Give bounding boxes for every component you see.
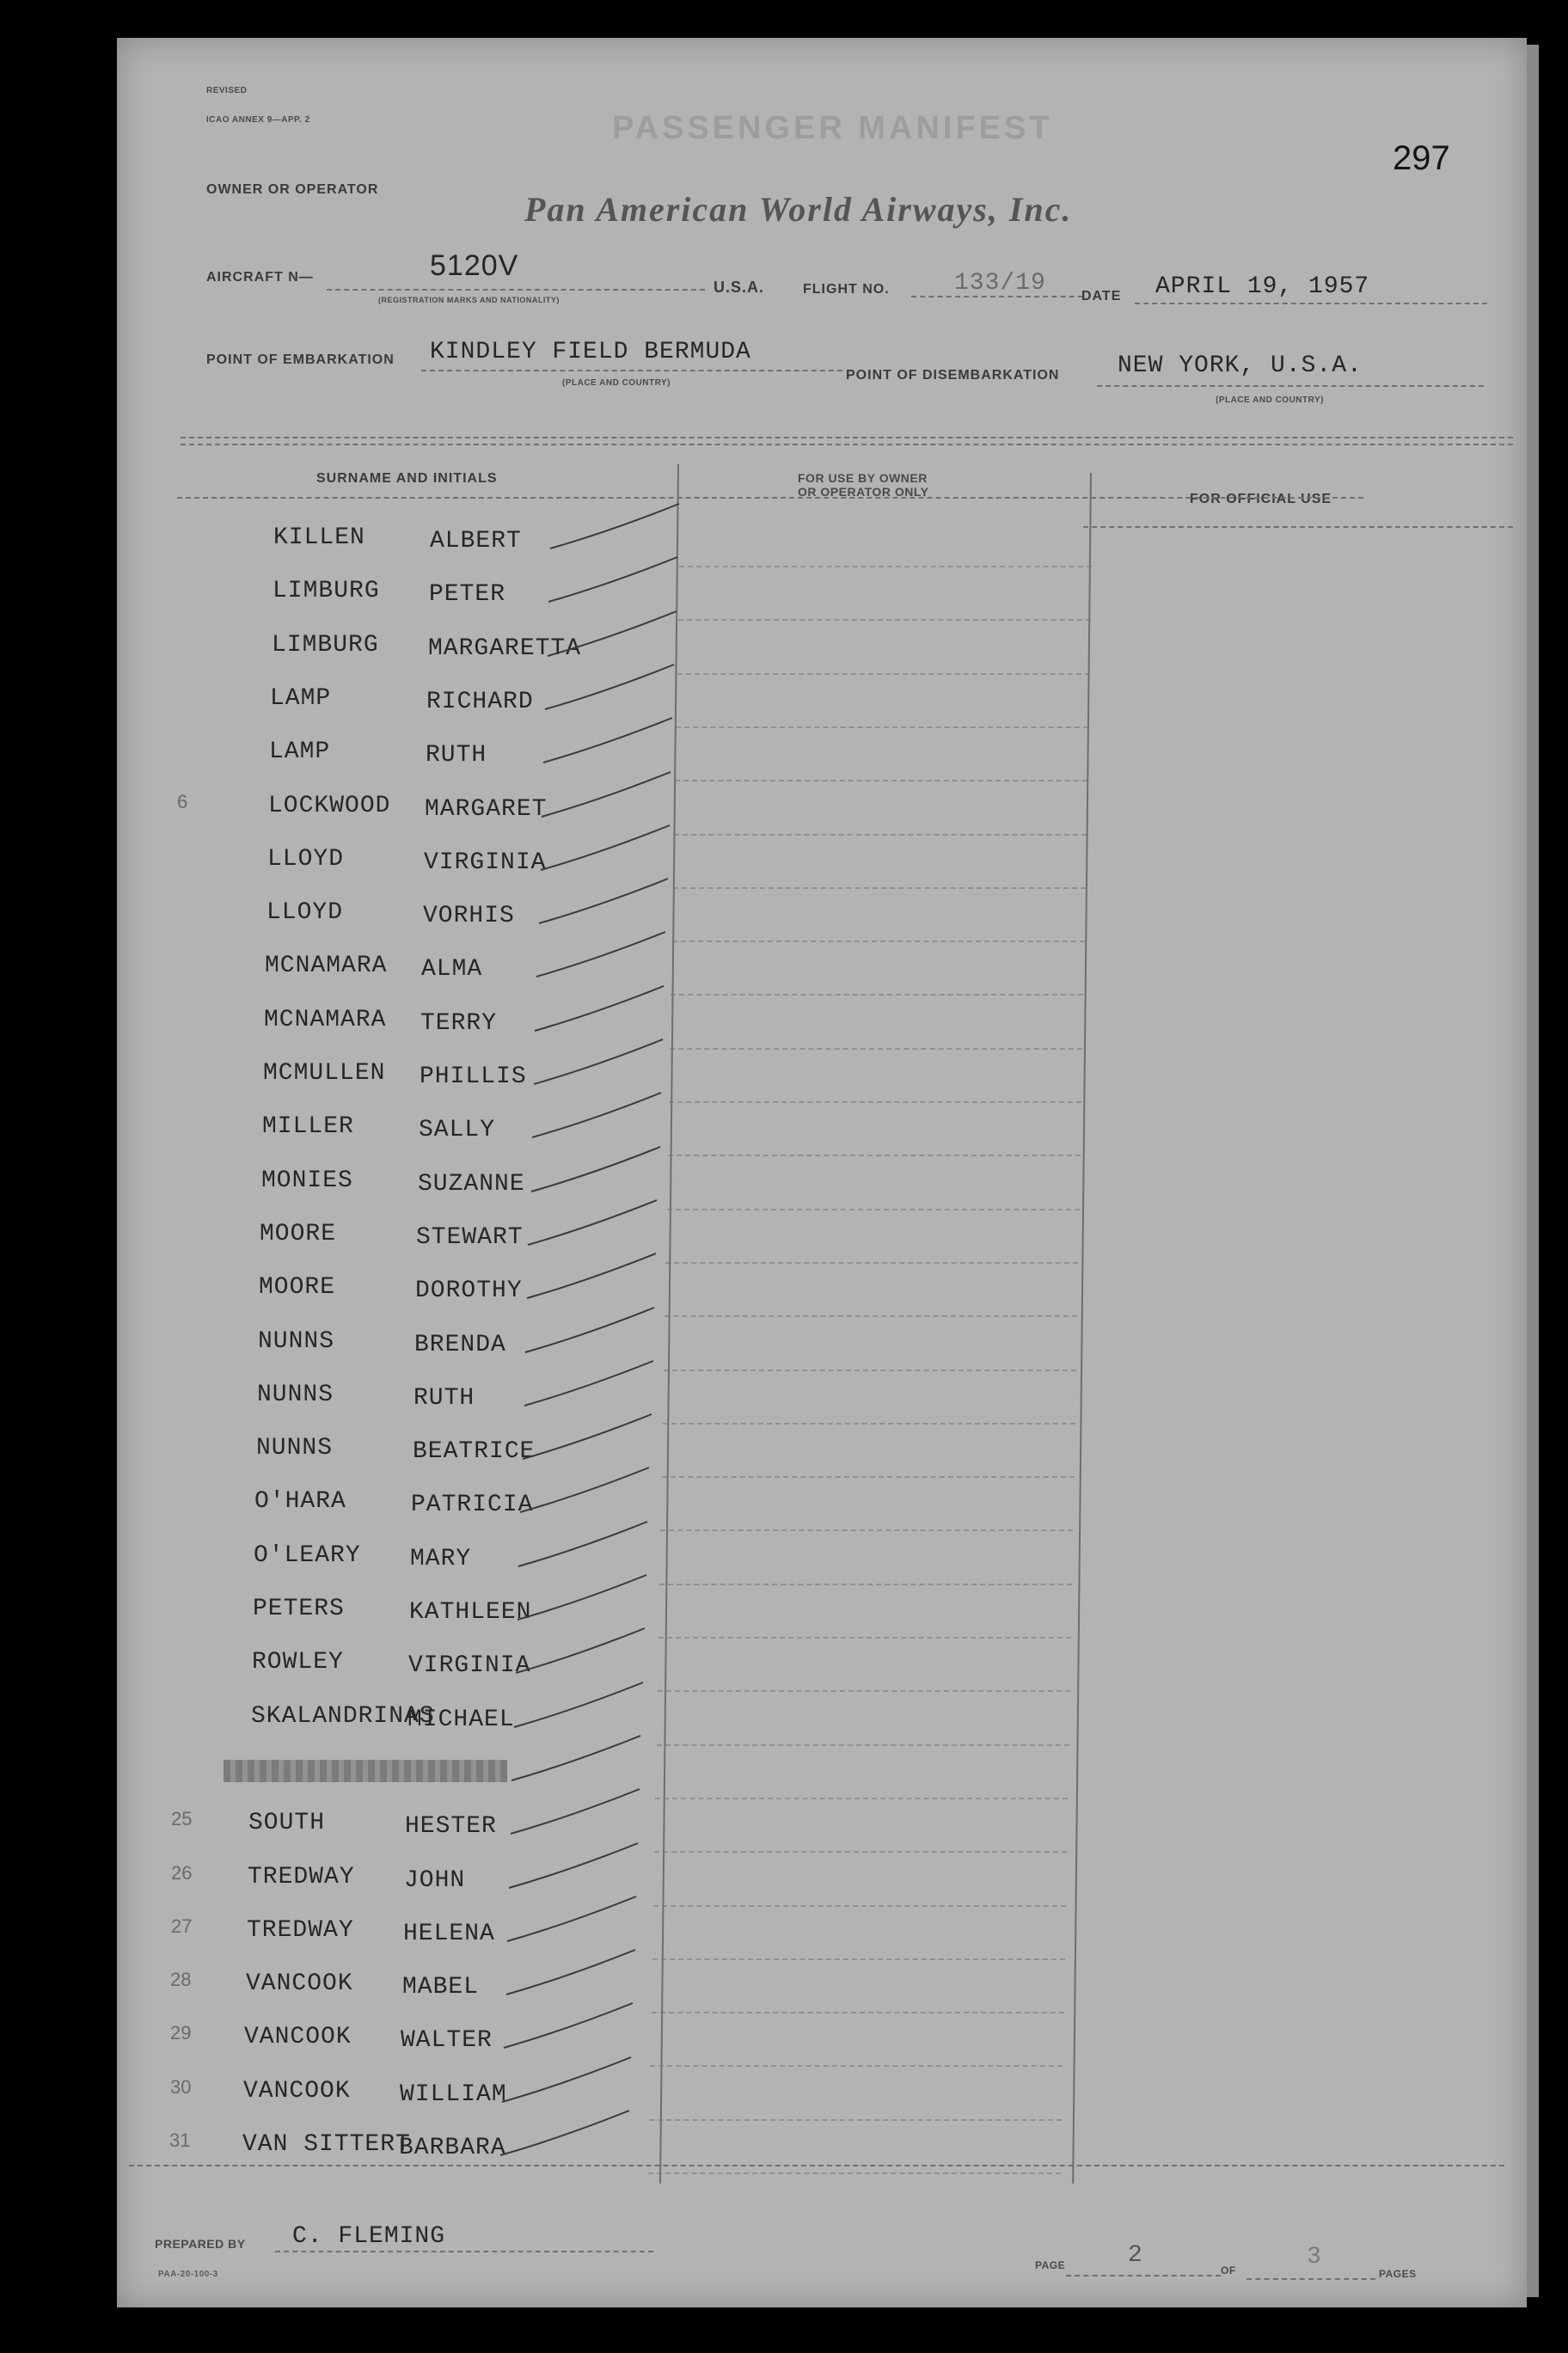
check-stroke bbox=[539, 879, 668, 923]
row-rule bbox=[676, 726, 1088, 728]
check-stroke bbox=[520, 1468, 649, 1512]
row-number: 27 bbox=[171, 1915, 193, 1937]
row-number: 26 bbox=[171, 1862, 193, 1884]
of-label: OF bbox=[1221, 2264, 1236, 2276]
passenger-row bbox=[0, 844, 1568, 898]
check-stroke bbox=[506, 1950, 635, 1995]
passenger-given-name: ALMA bbox=[421, 956, 483, 983]
passenger-surname: SOUTH bbox=[248, 1810, 326, 1836]
row-number: 31 bbox=[169, 2129, 191, 2151]
passenger-row bbox=[0, 1112, 1568, 1165]
row-rule bbox=[674, 834, 1087, 836]
aircraft-sublabel: (REGISTRATION MARKS AND NATIONALITY) bbox=[378, 296, 560, 304]
check-mark bbox=[483, 2104, 655, 2164]
passenger-surname: MOORE bbox=[260, 1221, 337, 1247]
row-number: 25 bbox=[171, 1808, 193, 1829]
passenger-row bbox=[0, 1219, 1568, 1272]
check-stroke bbox=[541, 825, 670, 870]
row-rule bbox=[673, 887, 1086, 889]
passenger-row bbox=[0, 630, 1568, 683]
row-rule bbox=[658, 1637, 1071, 1639]
check-stroke bbox=[536, 932, 665, 977]
embark-underline bbox=[421, 370, 842, 371]
check-mark bbox=[531, 550, 703, 610]
row-rule bbox=[665, 1262, 1078, 1264]
date-value: APRIL 19, 1957 bbox=[1155, 273, 1370, 300]
row-rule bbox=[658, 1690, 1070, 1692]
row-rule bbox=[677, 673, 1090, 675]
check-mark bbox=[490, 1890, 662, 1950]
check-stroke bbox=[548, 611, 677, 656]
check-mark bbox=[492, 1836, 664, 1896]
pages-label: PAGES bbox=[1379, 2268, 1417, 2280]
check-mark bbox=[526, 711, 698, 771]
passenger-given-name: WALTER bbox=[401, 2027, 493, 2054]
passenger-surname: SKALANDRINAS bbox=[251, 1703, 435, 1730]
passenger-given-name: PETER bbox=[429, 581, 506, 608]
passenger-surname: PETERS bbox=[253, 1596, 345, 1622]
official-use-header: FOR OFFICIAL USE bbox=[1190, 492, 1332, 506]
row-rule bbox=[655, 1798, 1068, 1799]
row-rule bbox=[654, 1851, 1067, 1853]
passenger-given-name: JOHN bbox=[404, 1867, 466, 1894]
passenger-surname: TREDWAY bbox=[248, 1864, 355, 1890]
of-value: 3 bbox=[1307, 2244, 1322, 2270]
check-mark bbox=[515, 1086, 687, 1146]
passenger-row bbox=[0, 1541, 1568, 1594]
row-rule bbox=[679, 566, 1092, 567]
passenger-surname: MCMULLEN bbox=[263, 1060, 386, 1087]
check-stroke bbox=[502, 2057, 631, 2102]
check-stroke bbox=[525, 1308, 654, 1352]
check-mark bbox=[518, 979, 689, 1039]
owner-use-header-2: OR OPERATOR ONLY bbox=[798, 485, 929, 499]
passenger-surname: NUNNS bbox=[258, 1328, 335, 1355]
row-rule bbox=[663, 1423, 1075, 1425]
passenger-given-name: BARBARA bbox=[399, 2135, 506, 2161]
embark-label: POINT OF EMBARKATION bbox=[206, 352, 395, 367]
date-underline bbox=[1135, 303, 1487, 304]
passenger-row bbox=[0, 791, 1568, 844]
row-rule bbox=[652, 1958, 1065, 1960]
flight-label: FLIGHT NO. bbox=[803, 282, 890, 297]
passenger-surname: VAN SITTERT bbox=[242, 2131, 411, 2158]
passenger-row bbox=[0, 951, 1568, 1004]
check-mark bbox=[530, 604, 702, 665]
check-mark bbox=[497, 1676, 669, 1736]
row-rule bbox=[648, 2172, 1061, 2174]
of-underline bbox=[1246, 2278, 1375, 2280]
passenger-given-name: SUZANNE bbox=[418, 1171, 525, 1198]
check-mark bbox=[499, 1621, 671, 1682]
owner-value: Pan American World Airways, Inc. bbox=[524, 190, 1073, 229]
check-mark bbox=[494, 1729, 666, 1789]
prepared-by-value: C. FLEMING bbox=[292, 2223, 446, 2250]
passenger-given-name: TERRY bbox=[420, 1010, 498, 1037]
passenger-given-name: BRENDA bbox=[414, 1332, 506, 1358]
row-rule bbox=[678, 619, 1091, 621]
check-mark bbox=[501, 1515, 673, 1575]
passenger-surname: O'LEARY bbox=[254, 1542, 361, 1569]
form-number: PAA-20-100-3 bbox=[158, 2270, 218, 2279]
owner-label: OWNER OR OPERATOR bbox=[206, 182, 379, 197]
passenger-row bbox=[0, 737, 1568, 790]
row-rule bbox=[665, 1315, 1077, 1317]
check-mark bbox=[508, 1301, 680, 1361]
row-rule bbox=[662, 1476, 1075, 1478]
check-mark bbox=[522, 872, 694, 932]
passenger-given-name: RUTH bbox=[413, 1385, 475, 1412]
check-mark bbox=[514, 1140, 686, 1200]
passenger-row bbox=[0, 1166, 1568, 1219]
passenger-row bbox=[0, 1701, 1568, 1755]
row-rule bbox=[667, 1209, 1080, 1210]
check-stroke bbox=[535, 986, 664, 1031]
check-mark bbox=[524, 818, 695, 879]
struck-out-entry bbox=[224, 1760, 507, 1782]
passenger-given-name: VORHIS bbox=[423, 903, 515, 929]
check-stroke bbox=[548, 557, 677, 602]
passenger-row bbox=[0, 523, 1568, 576]
row-number: 6 bbox=[177, 791, 188, 812]
check-stroke bbox=[518, 1575, 646, 1620]
check-stroke bbox=[516, 1628, 645, 1673]
passenger-surname: LOCKWOOD bbox=[268, 793, 391, 819]
passenger-given-name: PHILLIS bbox=[420, 1063, 527, 1090]
row-rule bbox=[659, 1584, 1072, 1585]
passenger-given-name: SALLY bbox=[419, 1117, 496, 1143]
form-code-line2: ICAO ANNEX 9—APP. 2 bbox=[206, 115, 310, 125]
passenger-given-name: MARY bbox=[410, 1546, 472, 1572]
passenger-row bbox=[0, 1433, 1568, 1486]
passenger-row bbox=[0, 1058, 1568, 1112]
check-stroke bbox=[527, 1253, 656, 1298]
passenger-surname: NUNNS bbox=[257, 1382, 334, 1408]
disembark-label: POINT OF DISEMBARKATION bbox=[846, 368, 1060, 383]
owner-use-header-1: FOR USE BY OWNER bbox=[798, 471, 928, 485]
check-mark bbox=[533, 497, 705, 557]
passenger-given-name: RUTH bbox=[426, 742, 487, 769]
form-code-line1: REVISED bbox=[206, 86, 248, 95]
passenger-given-name: KATHLEEN bbox=[409, 1599, 532, 1626]
passenger-row bbox=[0, 1272, 1568, 1326]
page-label: PAGE bbox=[1035, 2259, 1066, 2271]
check-mark bbox=[489, 1943, 661, 2003]
passenger-surname: NUNNS bbox=[256, 1435, 334, 1461]
passenger-surname: LIMBURG bbox=[272, 632, 379, 659]
passenger-row bbox=[0, 1862, 1568, 1915]
row-rule bbox=[653, 1905, 1066, 1907]
passenger-row bbox=[0, 1915, 1568, 1969]
passenger-row bbox=[0, 898, 1568, 951]
table-bottom-rule bbox=[129, 2165, 1504, 2166]
row-rule bbox=[669, 1101, 1081, 1103]
passenger-given-name: MARGARET bbox=[425, 796, 548, 823]
check-stroke bbox=[534, 1039, 663, 1084]
passenger-row bbox=[0, 1327, 1568, 1380]
passenger-given-name: HESTER bbox=[405, 1813, 497, 1840]
passenger-surname: O'HARA bbox=[254, 1488, 346, 1515]
row-rule bbox=[670, 1048, 1082, 1050]
check-mark bbox=[510, 1247, 682, 1307]
check-stroke bbox=[523, 1414, 652, 1459]
date-label: DATE bbox=[1081, 289, 1122, 303]
check-stroke bbox=[542, 772, 671, 817]
aircraft-label: AIRCRAFT N— bbox=[206, 270, 314, 285]
check-mark bbox=[517, 1033, 689, 1093]
passenger-surname: VANCOOK bbox=[246, 1970, 353, 1997]
row-rule bbox=[664, 1370, 1076, 1371]
disembark-value: NEW YORK, U.S.A. bbox=[1118, 352, 1363, 379]
manifest-title: PASSENGER MANIFEST bbox=[612, 110, 1053, 146]
header-top-rule-2 bbox=[181, 444, 1513, 445]
passenger-row bbox=[0, 2076, 1568, 2129]
row-rule bbox=[649, 2119, 1062, 2121]
check-mark bbox=[493, 1782, 665, 1842]
passenger-given-name: HELENA bbox=[403, 1921, 495, 1947]
passenger-given-name: MICHAEL bbox=[407, 1707, 515, 1733]
passenger-given-name: WILLIAM bbox=[400, 2081, 507, 2108]
row-rule bbox=[671, 994, 1083, 996]
check-mark bbox=[487, 1996, 658, 2056]
page-underline bbox=[1066, 2275, 1221, 2276]
prepared-by-label: PREPARED BY bbox=[155, 2237, 246, 2251]
passenger-given-name: MARGARETTA bbox=[428, 635, 582, 662]
check-stroke bbox=[507, 1896, 636, 1941]
aircraft-underline bbox=[327, 289, 705, 291]
check-mark bbox=[528, 658, 700, 718]
passenger-surname: LLOYD bbox=[267, 846, 345, 873]
passenger-row bbox=[0, 1380, 1568, 1433]
passenger-surname: MONIES bbox=[261, 1167, 353, 1194]
row-rule bbox=[675, 780, 1087, 781]
passenger-surname: ROWLEY bbox=[252, 1649, 344, 1676]
check-stroke bbox=[524, 1361, 653, 1406]
passenger-row bbox=[0, 2129, 1568, 2183]
check-stroke bbox=[543, 718, 672, 763]
page-number: 297 bbox=[1393, 139, 1450, 177]
prepared-by-underline bbox=[275, 2251, 653, 2252]
row-rule bbox=[668, 1155, 1081, 1156]
header-top-rule bbox=[181, 437, 1513, 438]
passenger-given-name: VIRGINIA bbox=[424, 849, 547, 876]
check-stroke bbox=[511, 1736, 640, 1780]
passenger-given-name: RICHARD bbox=[426, 689, 534, 715]
surname-column-header: SURNAME AND INITIALS bbox=[316, 471, 498, 486]
passenger-surname: LAMP bbox=[270, 685, 332, 712]
passenger-given-name: PATRICIA bbox=[411, 1492, 534, 1518]
check-mark bbox=[505, 1407, 677, 1468]
check-stroke bbox=[514, 1682, 643, 1727]
usa-label: U.S.A. bbox=[714, 279, 765, 296]
row-number: 28 bbox=[170, 1969, 192, 1990]
passenger-given-name: MABEL bbox=[402, 1974, 480, 2001]
passenger-row bbox=[0, 1005, 1568, 1058]
check-mark bbox=[524, 765, 696, 825]
header-bottom-rule bbox=[177, 497, 1363, 499]
check-stroke bbox=[532, 1093, 661, 1137]
row-rule bbox=[672, 941, 1085, 942]
check-stroke bbox=[509, 1843, 638, 1888]
passenger-surname: LLOYD bbox=[266, 899, 344, 926]
passenger-row bbox=[0, 1755, 1568, 1808]
row-rule bbox=[657, 1744, 1069, 1746]
passenger-surname: LIMBURG bbox=[273, 578, 380, 604]
check-mark bbox=[511, 1193, 683, 1253]
check-mark bbox=[500, 1568, 672, 1628]
passenger-given-name: ALBERT bbox=[430, 528, 522, 555]
passenger-row bbox=[0, 1647, 1568, 1700]
row-number: 29 bbox=[170, 2022, 192, 2044]
row-rule bbox=[650, 2065, 1063, 2067]
passenger-row bbox=[0, 1808, 1568, 1861]
passenger-surname: MCNAMARA bbox=[265, 953, 388, 979]
passenger-given-name: STEWART bbox=[416, 1224, 524, 1251]
passenger-surname: TREDWAY bbox=[247, 1917, 354, 1944]
passenger-row bbox=[0, 2022, 1568, 2075]
page-value: 2 bbox=[1128, 2242, 1143, 2269]
passenger-surname: VANCOOK bbox=[244, 2024, 352, 2050]
check-stroke bbox=[550, 504, 679, 548]
embark-sublabel: (PLACE AND COUNTRY) bbox=[562, 378, 671, 388]
check-mark bbox=[503, 1461, 675, 1521]
passenger-surname: MCNAMARA bbox=[264, 1007, 387, 1033]
aircraft-value: 5120V bbox=[430, 249, 519, 282]
check-stroke bbox=[511, 1789, 640, 1834]
passenger-row bbox=[0, 576, 1568, 629]
row-number: 30 bbox=[170, 2076, 192, 2098]
check-stroke bbox=[518, 1522, 647, 1566]
row-rule bbox=[660, 1529, 1073, 1531]
row-rule bbox=[652, 2012, 1064, 2013]
check-stroke bbox=[500, 2111, 629, 2155]
check-mark bbox=[485, 2050, 657, 2111]
embark-value: KINDLEY FIELD BERMUDA bbox=[430, 339, 751, 365]
check-stroke bbox=[545, 665, 674, 709]
check-mark bbox=[507, 1354, 679, 1414]
check-stroke bbox=[528, 1200, 657, 1245]
passenger-row bbox=[0, 1969, 1568, 2022]
check-mark bbox=[519, 925, 691, 985]
check-stroke bbox=[531, 1147, 660, 1192]
passenger-surname: VANCOOK bbox=[243, 2078, 351, 2105]
disembark-sublabel: (PLACE AND COUNTRY) bbox=[1216, 395, 1324, 405]
passenger-given-name: VIRGINIA bbox=[408, 1652, 531, 1679]
passenger-row bbox=[0, 1594, 1568, 1647]
passenger-given-name: DOROTHY bbox=[415, 1278, 523, 1304]
passenger-surname: KILLEN bbox=[273, 524, 365, 551]
passenger-surname: MOORE bbox=[259, 1274, 336, 1301]
check-stroke bbox=[504, 2003, 633, 2048]
disembark-underline bbox=[1097, 385, 1484, 387]
passenger-surname: LAMP bbox=[269, 738, 331, 765]
passenger-given-name: BEATRICE bbox=[413, 1438, 536, 1465]
flight-value: 133/19 bbox=[954, 270, 1046, 297]
passenger-surname: MILLER bbox=[262, 1113, 354, 1140]
passenger-row bbox=[0, 683, 1568, 737]
passenger-row bbox=[0, 1486, 1568, 1540]
